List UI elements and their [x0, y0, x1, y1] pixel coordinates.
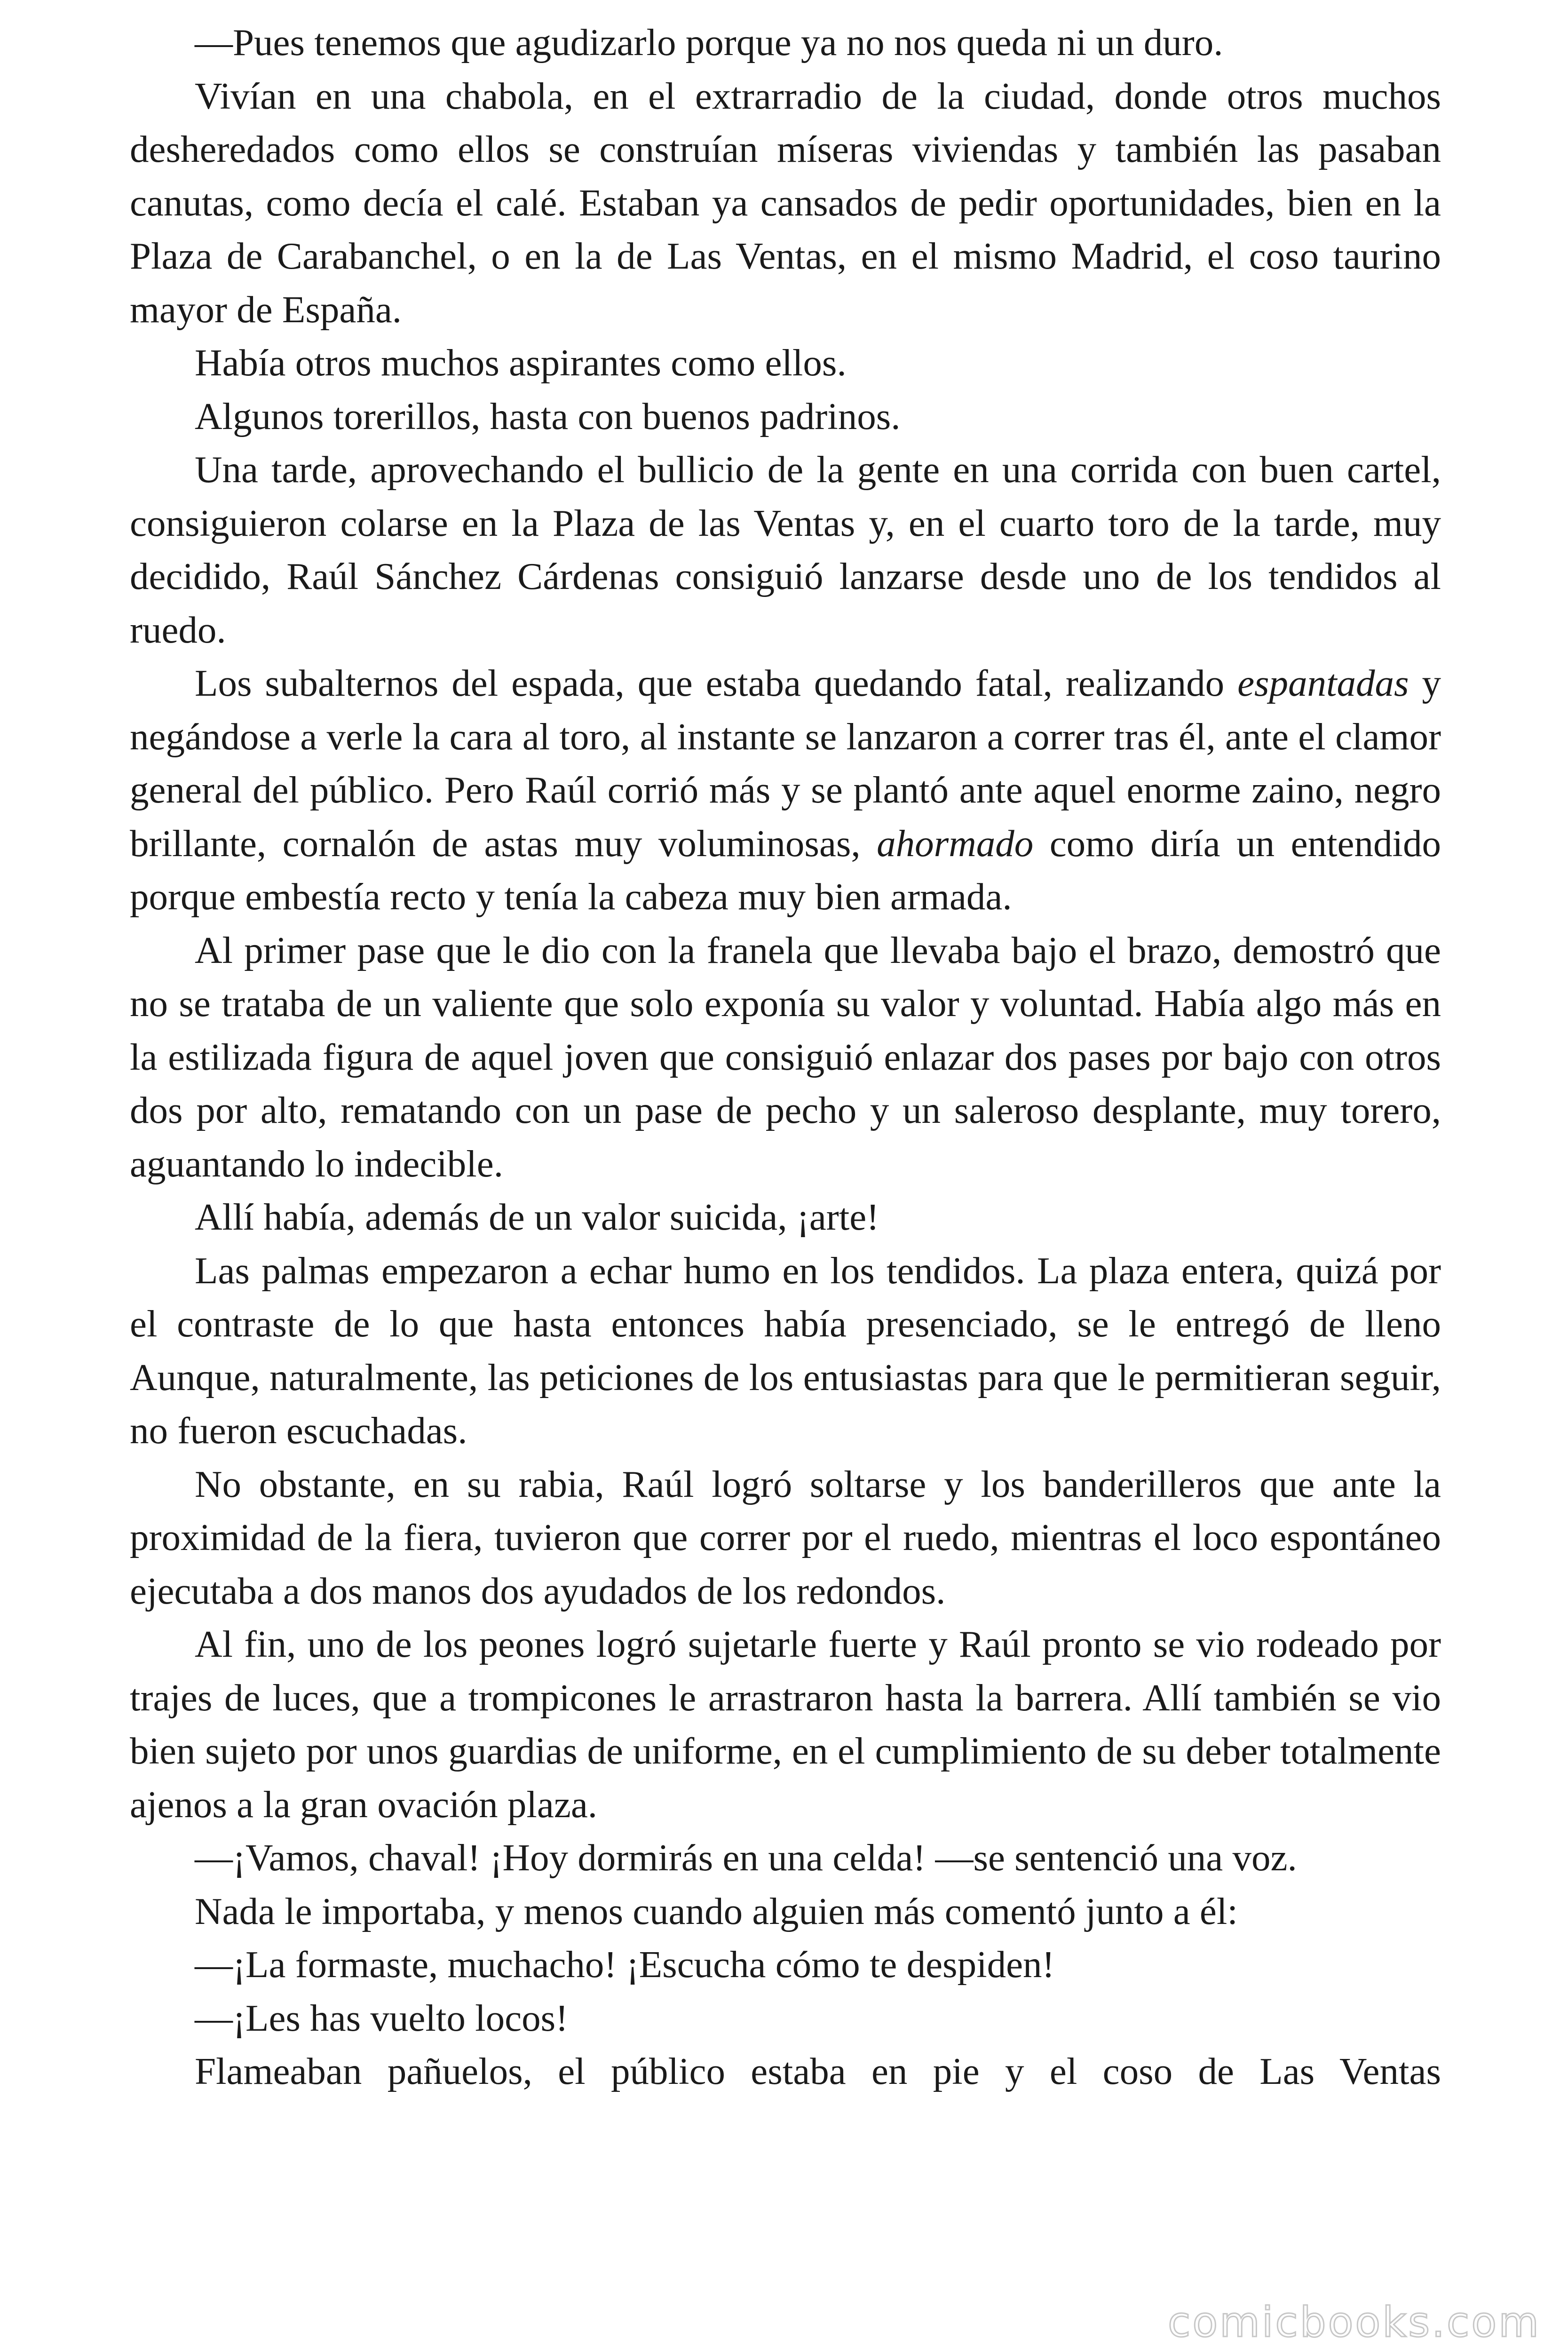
paragraph: [130, 1885, 1441, 1939]
text-run: Allí había, además de un valor suicida, ¡arte!: [195, 1196, 879, 1238]
text-run: Al fin, uno de los peones logró sujetarle fuerte y Raúl pronto se vio rodeado por trajes de luces, que a trompicones le arrastraron hasta la barrera. Allí también se vio bien sujeto por unos guardias de uniforme, en el cumplimiento de su deber totalmente ajenos a la gran ovación plaza.: [130, 1623, 1441, 1826]
page-text: [130, 16, 1441, 2098]
text-run: Nada le importaba, y menos cuando alguien más comentó junto a él:: [195, 1890, 1238, 1932]
italic-text: ahormado: [877, 822, 1034, 865]
paragraph: [130, 657, 1441, 924]
paragraph: [130, 443, 1441, 657]
paragraph: [130, 1992, 1441, 2045]
paragraph: [130, 1191, 1441, 1244]
text-run: y negándose a verle la cara al toro, al instante se lanzaron a correr tras él, ante el clamor general del público. Pero Raúl corrió más y se plantó ante aquel enorme zaino, negro brillante, cornalón de astas muy voluminosas,: [130, 662, 1441, 865]
watermark: comicbooks.com: [1167, 2298, 1541, 2346]
paragraph: [130, 2045, 1441, 2098]
paragraph: [130, 390, 1441, 444]
paragraph: [130, 336, 1441, 390]
text-run: Había otros muchos aspirantes como ellos.: [195, 342, 847, 384]
text-run: —¡Vamos, chaval! ¡Hoy dormirás en una celda! —se sentenció una voz.: [195, 1836, 1297, 1879]
text-run: Algunos torerillos, hasta con buenos padrinos.: [195, 395, 901, 437]
paragraph: [130, 1458, 1441, 1618]
paragraph: [130, 1618, 1441, 1831]
italic-text: espantadas: [1237, 662, 1409, 704]
text-run: Flameaban pañuelos, el público estaba en pie y el coso de Las Ventas: [195, 2050, 1441, 2092]
paragraph: [130, 70, 1441, 337]
text-run: Vivían en una chabola, en el extrarradio de la ciudad, donde otros muchos desheredados como ellos se construían míseras viviendas y también las pasaban canutas, como decía el calé. Estaban ya cansados de pedir oportunidades, bien en la Plaza de Carabanchel, o en la de Las Ventas, en el mismo Madrid, el coso taurino mayor de España.: [130, 74, 1441, 331]
text-run: —¡La formaste, muchacho! ¡Escucha cómo te despiden!: [195, 1943, 1055, 1986]
paragraph: [130, 16, 1441, 70]
paragraph: [130, 1831, 1441, 1885]
text-run: Una tarde, aprovechando el bullicio de la gente en una corrida con buen cartel, consiguieron colarse en la Plaza de las Ventas y, en el cuarto toro de la tarde, muy decidido, Raúl Sánchez Cárdenas consiguió lanzarse desde uno de los tendidos al ruedo.: [130, 448, 1441, 651]
paragraph: [130, 924, 1441, 1191]
text-run: Al primer pase que le dio con la franela que llevaba bajo el brazo, demostró que no se trataba de un valiente que solo exponía su valor y voluntad. Había algo más en la estilizada figura de aquel joven que consiguió enlazar dos pases por bajo con otros dos por alto, rematando con un pase de pecho y un saleroso desplante, muy torero, aguantando lo indecible.: [130, 929, 1441, 1185]
text-run: Las palmas empezaron a echar humo en los tendidos. La plaza entera, quizá por el contraste de lo que hasta entonces había presenciado, se le entregó de lleno Aunque, naturalmente, las peticiones de los entusiastas para que le permitieran seguir, no fueron escuchadas.: [130, 1249, 1441, 1452]
text-run: —Pues tenemos que agudizarlo porque ya no nos queda ni un duro.: [195, 21, 1223, 64]
text-run: No obstante, en su rabia, Raúl logró soltarse y los banderilleros que ante la proximidad de la fiera, tuvieron que correr por el ruedo, mientras el loco espontáneo ejecutaba a dos manos dos ayudados de los redondos.: [130, 1462, 1441, 1612]
text-run: como diría un entendido porque embestía recto y tenía la cabeza muy bien armada.: [130, 822, 1441, 918]
text-run: Los subalternos del espada, que estaba quedando fatal, realizando: [195, 662, 1238, 704]
paragraph: [130, 1244, 1441, 1458]
text-run: —¡Les has vuelto locos!: [195, 1996, 569, 2039]
paragraph: [130, 1938, 1441, 1992]
